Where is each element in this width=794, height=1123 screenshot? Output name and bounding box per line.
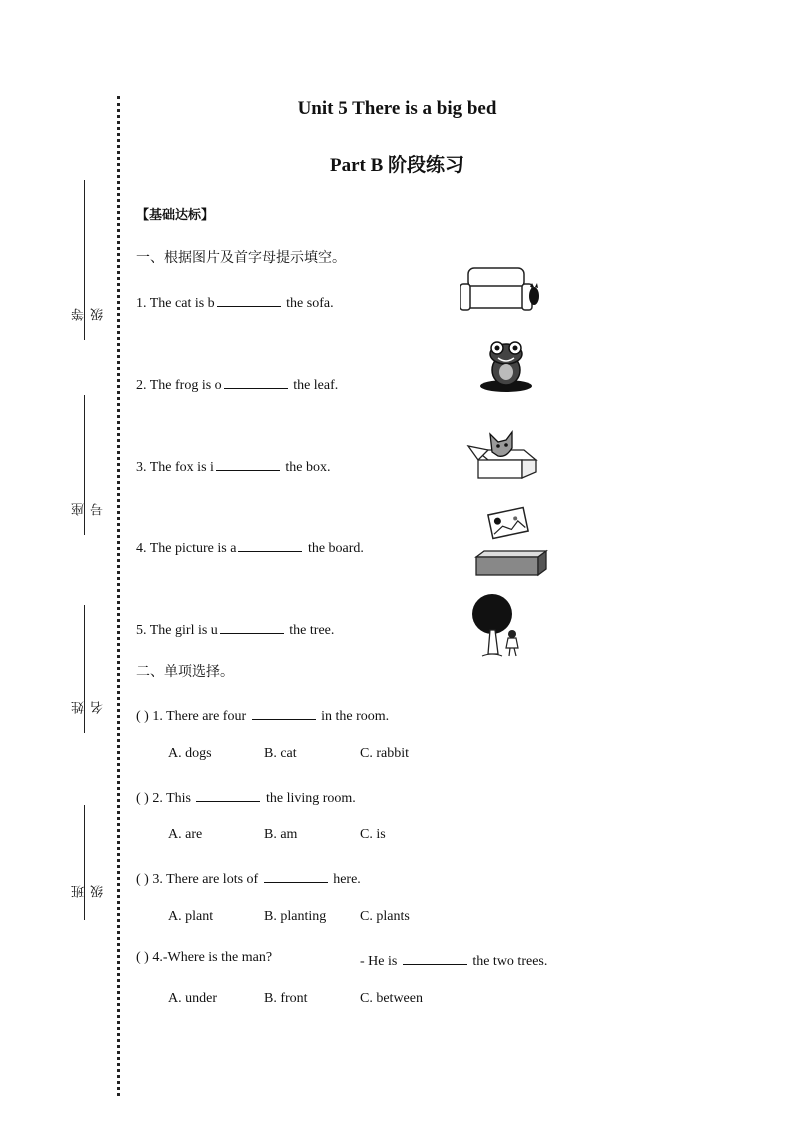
frog-icon	[476, 340, 536, 394]
fox-box-icon	[466, 428, 542, 482]
answer-blank[interactable]	[220, 619, 284, 634]
option-c[interactable]: C. rabbit	[360, 746, 409, 761]
answer-blank[interactable]	[224, 374, 288, 389]
choice-question-1: ( ) 1. There are four in the room.	[136, 705, 389, 725]
choice-question-4-answer: - He is the two trees.	[360, 950, 547, 970]
tree-girl-icon	[468, 592, 528, 662]
answer-blank	[264, 868, 328, 883]
option-a[interactable]: A. dogs	[168, 746, 212, 761]
page-subtitle: Part B 阶段练习	[329, 155, 465, 176]
side-label-name: 姓名	[72, 701, 106, 714]
option-a[interactable]: A. under	[168, 991, 217, 1006]
option-a[interactable]: A. plant	[168, 909, 214, 924]
option-b[interactable]: B. am	[264, 827, 298, 842]
side-label-grade: 等级	[72, 308, 106, 321]
answer-blank[interactable]	[238, 537, 302, 552]
option-a[interactable]: A. are	[168, 827, 203, 842]
section1-heading: 一、根据图片及首字母提示填空。	[136, 250, 346, 266]
fill-question-4: 4. The picture is a the board.	[136, 537, 364, 557]
choice-question-2: ( ) 2. This the living room.	[136, 787, 356, 807]
option-c[interactable]: C. is	[360, 827, 386, 842]
answer-blank[interactable]	[217, 292, 281, 307]
answer-blank[interactable]	[216, 456, 280, 471]
answer-paren[interactable]: ( )	[136, 791, 149, 806]
option-b[interactable]: B. front	[264, 991, 308, 1006]
answer-blank	[196, 787, 260, 802]
fill-question-3: 3. The fox is i the box.	[136, 456, 331, 476]
fill-question-5: 5. The girl is u the tree.	[136, 619, 334, 639]
fill-question-1: 1. The cat is b the sofa.	[136, 292, 334, 312]
option-b[interactable]: B. cat	[264, 746, 297, 761]
answer-blank	[403, 950, 467, 965]
answer-paren[interactable]: ( )	[136, 709, 149, 724]
picture-board-icon	[468, 505, 552, 579]
binding-dotted-line	[117, 96, 120, 1096]
option-c[interactable]: C. plants	[360, 909, 410, 924]
option-c[interactable]: C. between	[360, 991, 423, 1006]
answer-blank	[252, 705, 316, 720]
fill-question-2: 2. The frog is o the leaf.	[136, 374, 338, 394]
answer-paren[interactable]: ( )	[136, 950, 149, 965]
answer-paren[interactable]: ( )	[136, 872, 149, 887]
option-b[interactable]: B. planting	[264, 909, 327, 924]
section2-heading: 二、单项选择。	[136, 664, 234, 680]
side-label-class: 班级	[72, 885, 106, 898]
page-title: Unit 5 There is a big bed	[297, 98, 497, 119]
side-label-seat: 座号	[72, 503, 106, 516]
section-basic-label: 【基础达标】	[136, 208, 215, 223]
choice-question-4: ( ) 4.-Where is the man?	[136, 950, 273, 965]
choice-question-3: ( ) 3. There are lots of here.	[136, 868, 361, 888]
sofa-cat-icon	[460, 264, 540, 314]
